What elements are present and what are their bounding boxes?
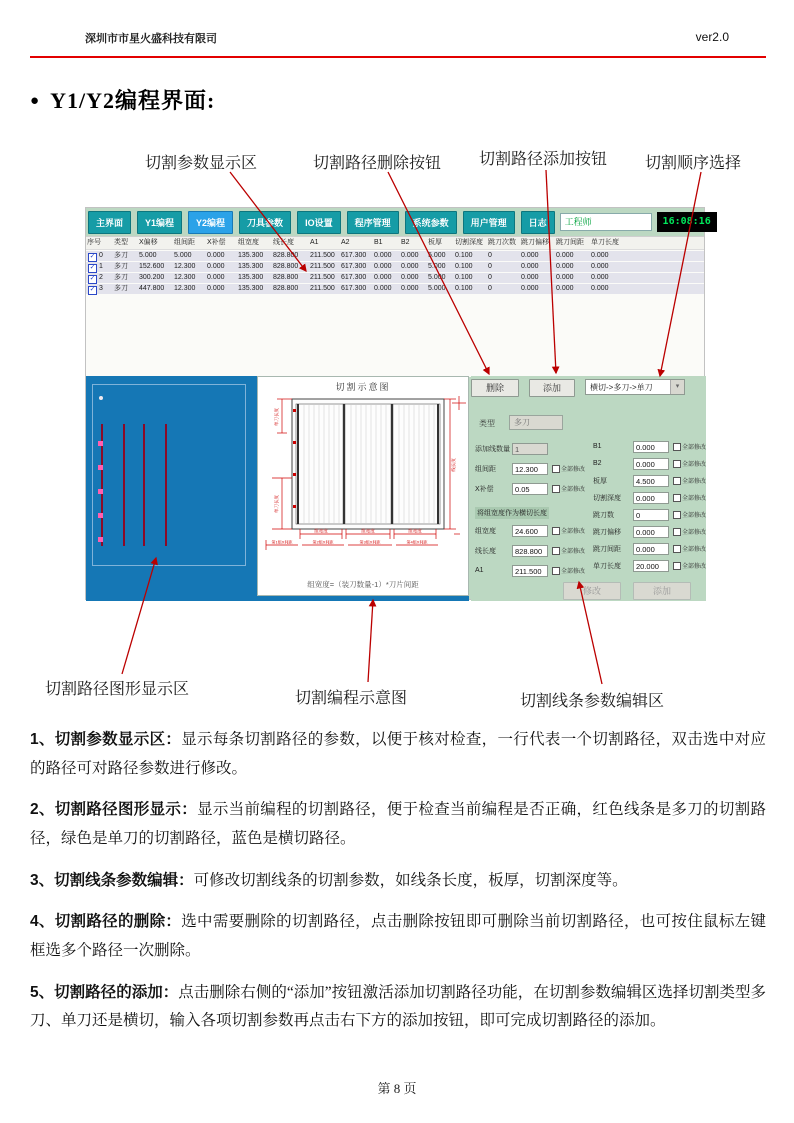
field-input[interactable]: 211.500 (512, 565, 548, 577)
table-cell: 0 (488, 252, 492, 259)
all-modify-checkbox[interactable]: 全部修改 (673, 561, 706, 570)
section-heading (30, 84, 215, 115)
field-input[interactable]: 12.300 (512, 463, 548, 475)
all-modify-checkbox[interactable]: 全部修改 (673, 459, 706, 468)
column-header: 单刀长度 (591, 239, 619, 246)
table-cell: 447.800 (139, 285, 165, 292)
field-input[interactable]: 24.600 (512, 525, 548, 537)
version-label: ver2.0 (695, 30, 729, 44)
column-header: 跳刀次数 (488, 239, 516, 246)
table-cell: ✓ 3 (89, 284, 103, 293)
menu-button[interactable]: 用户管理 (463, 211, 515, 234)
table-cell: 12.300 (174, 285, 196, 292)
group-width-formula: 组宽度=（装刀数量-1）*刀片间距 (307, 580, 419, 589)
cut-path-line (165, 424, 167, 546)
table-cell: 多刀 (114, 252, 128, 259)
table-cell: 617.300 (341, 252, 367, 259)
cut-path-line (123, 424, 125, 546)
column-header: B1 (374, 239, 383, 246)
field-label: A1 (475, 567, 484, 574)
field-input[interactable]: 828.800 (512, 545, 548, 557)
all-modify-checkbox[interactable]: 全部修改 (673, 493, 706, 502)
table-cell: 300.200 (139, 274, 165, 281)
field-label: B1 (593, 443, 602, 450)
section-heading-text: Y1/Y2编程界面: (50, 88, 216, 113)
field-input[interactable]: 0.000 (633, 526, 669, 538)
table-cell: 12.300 (174, 274, 196, 281)
checkbox-icon[interactable] (673, 511, 681, 519)
column-header: 跳刀间距 (556, 239, 584, 246)
field-label: 跳刀数 (593, 511, 614, 519)
feature-paragraph: 2、切割路径图形显示：显示当前编程的切割路径，便于检查当前编程是否正确，红色线条是多刀的切割路径，绿色是单刀的切割路径，蓝色是横切路径。 (30, 801, 766, 848)
table-cell: 211.500 (310, 263, 335, 270)
table-cell: 0.000 (556, 263, 574, 270)
table-cell: 0.000 (556, 274, 574, 281)
column-header: 板厚 (428, 239, 442, 246)
table-cell: 0.100 (455, 285, 473, 292)
editor-field-row (593, 457, 705, 470)
table-cell: ✓ 0 (89, 251, 103, 260)
table-cell: 0.000 (374, 274, 392, 281)
menu-bar (86, 208, 711, 236)
field-input[interactable]: 0.000 (633, 543, 669, 555)
field-label: B2 (593, 460, 602, 467)
column-header: 类型 (114, 239, 128, 246)
all-modify-checkbox[interactable]: 全部修改 (552, 546, 585, 555)
editor-field-row (475, 482, 595, 495)
schematic-title: 切割示意图 (335, 382, 391, 392)
checkbox-icon[interactable] (673, 562, 681, 570)
table-cell: ✓ 2 (89, 273, 103, 282)
table-header-row (86, 237, 704, 250)
field-label: 板厚 (593, 477, 607, 485)
callout-add-button: 切割路径添加按钮 (479, 151, 608, 168)
cut-parameter-table (86, 236, 704, 377)
field-input[interactable]: 0.000 (633, 441, 669, 453)
svg-text:组宽度: 组宽度 (314, 528, 328, 534)
all-modify-checkbox[interactable]: 全部修改 (673, 544, 706, 553)
svg-text:组宽度: 组宽度 (361, 528, 375, 534)
table-row[interactable] (86, 262, 704, 272)
cut-path-dots (98, 422, 103, 548)
table-cell: 0.000 (207, 285, 225, 292)
editor-field-row (475, 544, 595, 557)
table-cell: 多刀 (114, 263, 128, 270)
row-checkbox-icon[interactable]: ✓ (89, 274, 96, 282)
table-cell: 0.000 (374, 263, 392, 270)
menu-button[interactable]: 系统参数 (405, 211, 457, 234)
table-cell: 0.000 (521, 263, 539, 270)
table-cell: ✓ 1 (89, 262, 103, 271)
callout-editor-area: 切割线条参数编辑区 (520, 693, 665, 710)
column-header: A2 (341, 239, 350, 246)
menu-button[interactable]: 日志 (521, 211, 555, 234)
path-start-dot (99, 396, 103, 400)
page-number: 第 8 页 (377, 1081, 417, 1096)
callout-schematic: 切割编程示意图 (295, 690, 408, 707)
column-header: X补偿 (207, 239, 226, 246)
table-cell: 211.500 (310, 252, 335, 259)
svg-text:第1组X间距: 第1组X间距 (271, 539, 293, 545)
editor-field-row (475, 564, 595, 577)
table-cell: 5.000 (428, 252, 446, 259)
checkbox-icon[interactable] (552, 527, 560, 535)
table-cell: 0.000 (521, 285, 539, 292)
field-input[interactable]: 20.000 (633, 560, 669, 572)
table-cell: 0.000 (556, 252, 574, 259)
all-modify-checkbox[interactable]: 全部修改 (552, 526, 585, 535)
table-cell: 211.500 (310, 285, 335, 292)
table-cell: 211.500 (310, 274, 335, 281)
modify-button[interactable]: 修改 (563, 582, 621, 600)
field-input[interactable]: 0 (633, 509, 669, 521)
table-cell: 617.300 (341, 263, 367, 270)
field-input[interactable]: 0.000 (633, 458, 669, 470)
company-name: 深圳市市星火盛科技有限司 (85, 33, 217, 45)
table-cell: 828.800 (273, 263, 299, 270)
delete-path-button[interactable]: 删除 (471, 379, 519, 397)
field-input[interactable]: 0.05 (512, 483, 548, 495)
editor-field-row (593, 559, 705, 572)
svg-text:单刀长度: 单刀长度 (274, 495, 279, 513)
clock-display: 16:08:16 (657, 212, 717, 232)
menu-button[interactable]: IO设置 (297, 211, 341, 234)
feature-paragraph: 4、切割路径的删除：选中需要删除的切割路径，点击删除按钮即可删除当前切割路径，也可按住鼠标左键框选多个路径一次删除。 (30, 913, 766, 960)
editor-field-row (593, 542, 705, 555)
checkbox-icon[interactable] (673, 443, 681, 451)
table-cell: 135.300 (238, 274, 264, 281)
svg-text:第2组X间距: 第2组X间距 (312, 539, 334, 545)
field-label: 组宽度 (475, 527, 496, 535)
table-row[interactable] (86, 251, 704, 261)
table-cell: 135.300 (238, 285, 264, 292)
editor-left-column (475, 442, 595, 584)
column-header: B2 (401, 239, 410, 246)
menu-button[interactable]: 主界面 (88, 211, 131, 234)
all-modify-checkbox[interactable]: 全部修改 (673, 442, 706, 451)
field-input[interactable]: 1 (512, 443, 548, 455)
table-cell: 5.000 (428, 285, 446, 292)
field-input[interactable]: 0.000 (633, 492, 669, 504)
checkbox-icon[interactable] (673, 460, 681, 468)
table-cell: 0.000 (207, 263, 225, 270)
field-label: 组间距 (475, 465, 496, 473)
all-modify-checkbox[interactable]: 全部修改 (673, 510, 706, 519)
field-label: 线长度 (475, 547, 496, 555)
field-label: 跳刀偏移 (593, 528, 621, 536)
table-cell: 617.300 (341, 285, 367, 292)
column-header: 序号 (87, 239, 101, 246)
software-screenshot (85, 207, 711, 600)
checkbox-icon[interactable] (673, 545, 681, 553)
table-cell: 0.000 (207, 274, 225, 281)
column-header: 组间距 (174, 239, 195, 246)
table-cell: 多刀 (114, 285, 128, 292)
column-header: 切割深度 (455, 239, 483, 246)
table-cell: 0.000 (401, 252, 419, 259)
table-cell: 5.000 (139, 252, 157, 259)
cut-order-value: 横切->多刀->单刀 (590, 383, 653, 392)
feature-paragraph: 3、切割线条参数编辑：可修改切割线条的切割参数，如线条长度，板厚，切割深度等。 (30, 871, 628, 889)
menu-button[interactable]: Y2编程 (188, 211, 233, 234)
table-cell: 0 (488, 285, 492, 292)
glass-sheet-outline (92, 384, 246, 566)
column-header: 组宽度 (238, 239, 259, 246)
column-header: X偏移 (139, 239, 158, 246)
table-cell: 0.000 (401, 274, 419, 281)
row-checkbox-icon[interactable]: ✓ (89, 263, 96, 271)
checkbox-icon[interactable] (673, 528, 681, 536)
table-cell: 0.000 (401, 285, 419, 292)
table-cell: 0 (488, 274, 492, 281)
editor-field-row (475, 462, 595, 475)
all-modify-checkbox[interactable]: 全部修改 (552, 566, 585, 575)
table-cell: 5.000 (428, 274, 446, 281)
table-cell: 135.300 (238, 252, 264, 259)
svg-text:线长度: 线长度 (451, 458, 456, 472)
field-label: X补偿 (475, 485, 494, 493)
table-cell: 0.000 (556, 285, 574, 292)
all-modify-checkbox[interactable]: 全部修改 (673, 476, 706, 485)
table-cell: 0.000 (401, 263, 419, 270)
checkbox-icon[interactable] (673, 477, 681, 485)
table-row[interactable] (86, 273, 704, 283)
doc-header (85, 30, 729, 48)
table-row[interactable] (86, 284, 704, 294)
table-cell: 0.000 (591, 252, 609, 259)
schematic-drawing (258, 393, 469, 563)
user-role-field[interactable]: 工程师 (560, 213, 652, 231)
add-path-button[interactable]: 添加 (529, 379, 575, 397)
table-cell: 135.300 (238, 263, 264, 270)
all-modify-checkbox[interactable]: 全部修改 (552, 464, 585, 473)
type-row (479, 418, 530, 429)
row-checkbox-icon[interactable]: ✓ (89, 285, 96, 293)
confirm-add-button[interactable]: 添加 (633, 582, 691, 600)
editor-field-row (593, 508, 705, 521)
bullet-icon: ● (30, 93, 41, 109)
table-cell: 多刀 (114, 274, 128, 281)
table-cell: 617.300 (341, 274, 367, 281)
callout-order-select: 切割顺序选择 (645, 155, 742, 172)
table-cell: 5.000 (174, 252, 192, 259)
field-label: 切割深度 (593, 494, 621, 502)
field-input[interactable]: 4.500 (633, 475, 669, 487)
field-label: 跳刀间距 (593, 545, 621, 553)
table-cell: 828.800 (273, 274, 299, 281)
table-cell: 0.100 (455, 263, 473, 270)
all-modify-checkbox[interactable]: 全部修改 (673, 527, 706, 536)
all-modify-checkbox[interactable]: 全部修改 (552, 484, 585, 493)
menu-buttons (88, 211, 555, 234)
editor-field-row (593, 440, 705, 453)
chevron-down-icon[interactable]: ▾ (670, 380, 684, 394)
type-label: 类型 (479, 419, 495, 428)
header-divider (30, 56, 766, 58)
table-cell: 0.000 (591, 274, 609, 281)
table-cell: 0.000 (374, 252, 392, 259)
svg-text:第4组X间距: 第4组X间距 (406, 539, 428, 545)
table-cell: 0.000 (374, 285, 392, 292)
table-cell: 0.000 (207, 252, 225, 259)
table-cell: 0.000 (591, 263, 609, 270)
table-cell: 828.800 (273, 285, 299, 292)
cut-path-line (143, 424, 145, 546)
cut-schematic-panel (257, 376, 469, 601)
checkbox-icon[interactable] (552, 465, 560, 473)
editor-field-row (593, 525, 705, 538)
table-cell: 0.100 (455, 274, 473, 281)
editor-field-row (593, 474, 705, 487)
checkbox-icon[interactable] (552, 567, 560, 575)
svg-text:组宽度: 组宽度 (408, 528, 422, 534)
editor-right-column (593, 440, 705, 576)
table-cell: 12.300 (174, 263, 196, 270)
column-header: 线长度 (273, 239, 294, 246)
checkbox-icon[interactable] (552, 485, 560, 493)
feature-paragraph: 5、切割路径的添加：点击删除右侧的“添加”按钮激活添加切割路径功能，在切割参数编辑区选择切割类型多刀、单刀还是横切，输入各项切割参数再点击右下方的添加按钮，即可完成切割路径的添加。 (30, 983, 766, 1030)
callout-graphic-area: 切割路径图形显示区 (45, 681, 190, 698)
callout-param-display: 切割参数显示区 (145, 155, 258, 172)
cut-order-select[interactable] (585, 379, 685, 395)
editor-field-row (475, 524, 595, 537)
lower-zone (86, 376, 707, 599)
checkbox-icon[interactable] (552, 547, 560, 555)
table-cell: 152.600 (139, 263, 165, 270)
table-cell: 828.800 (273, 252, 299, 259)
table-cell: 5.000 (428, 263, 446, 270)
table-cell: 0.000 (521, 252, 539, 259)
field-label: 单刀长度 (593, 562, 621, 570)
schematic-canvas (257, 376, 469, 596)
menu-button[interactable]: 刀具参数 (239, 211, 291, 234)
feature-paragraph: 1、切割参数显示区：显示每条切割路径的参数，以便于核对检查，一行代表一个切割路径，双击选中对应的路径可对路径参数进行修改。 (30, 731, 766, 777)
table-body (86, 251, 704, 294)
table-cell: 0.100 (455, 252, 473, 259)
editor-field-row (475, 442, 595, 455)
svg-text:单刀长度: 单刀长度 (274, 408, 279, 426)
feature-descriptions (30, 726, 766, 1049)
row-checkbox-icon[interactable]: ✓ (89, 252, 96, 260)
column-header: 跳刀偏移 (521, 239, 549, 246)
table-cell: 0.000 (521, 274, 539, 281)
callout-delete-button: 切割路径删除按钮 (313, 155, 442, 172)
column-header: A1 (310, 239, 319, 246)
menu-button[interactable]: Y1编程 (137, 211, 182, 234)
svg-text:第3组X间距: 第3组X间距 (359, 539, 381, 545)
table-cell: 0.000 (591, 285, 609, 292)
editor-field-row (593, 491, 705, 504)
checkbox-icon[interactable] (673, 494, 681, 502)
line-parameter-editor (471, 376, 706, 601)
menu-button[interactable]: 程序管理 (347, 211, 399, 234)
group-width-note[interactable]: 将组宽度作为横切长度 (475, 507, 549, 519)
field-label: 添加线数量 (475, 445, 510, 453)
cut-path-graphic-panel[interactable] (86, 376, 257, 601)
table-cell: 0 (488, 263, 492, 270)
type-select[interactable]: 多刀 (509, 415, 563, 430)
